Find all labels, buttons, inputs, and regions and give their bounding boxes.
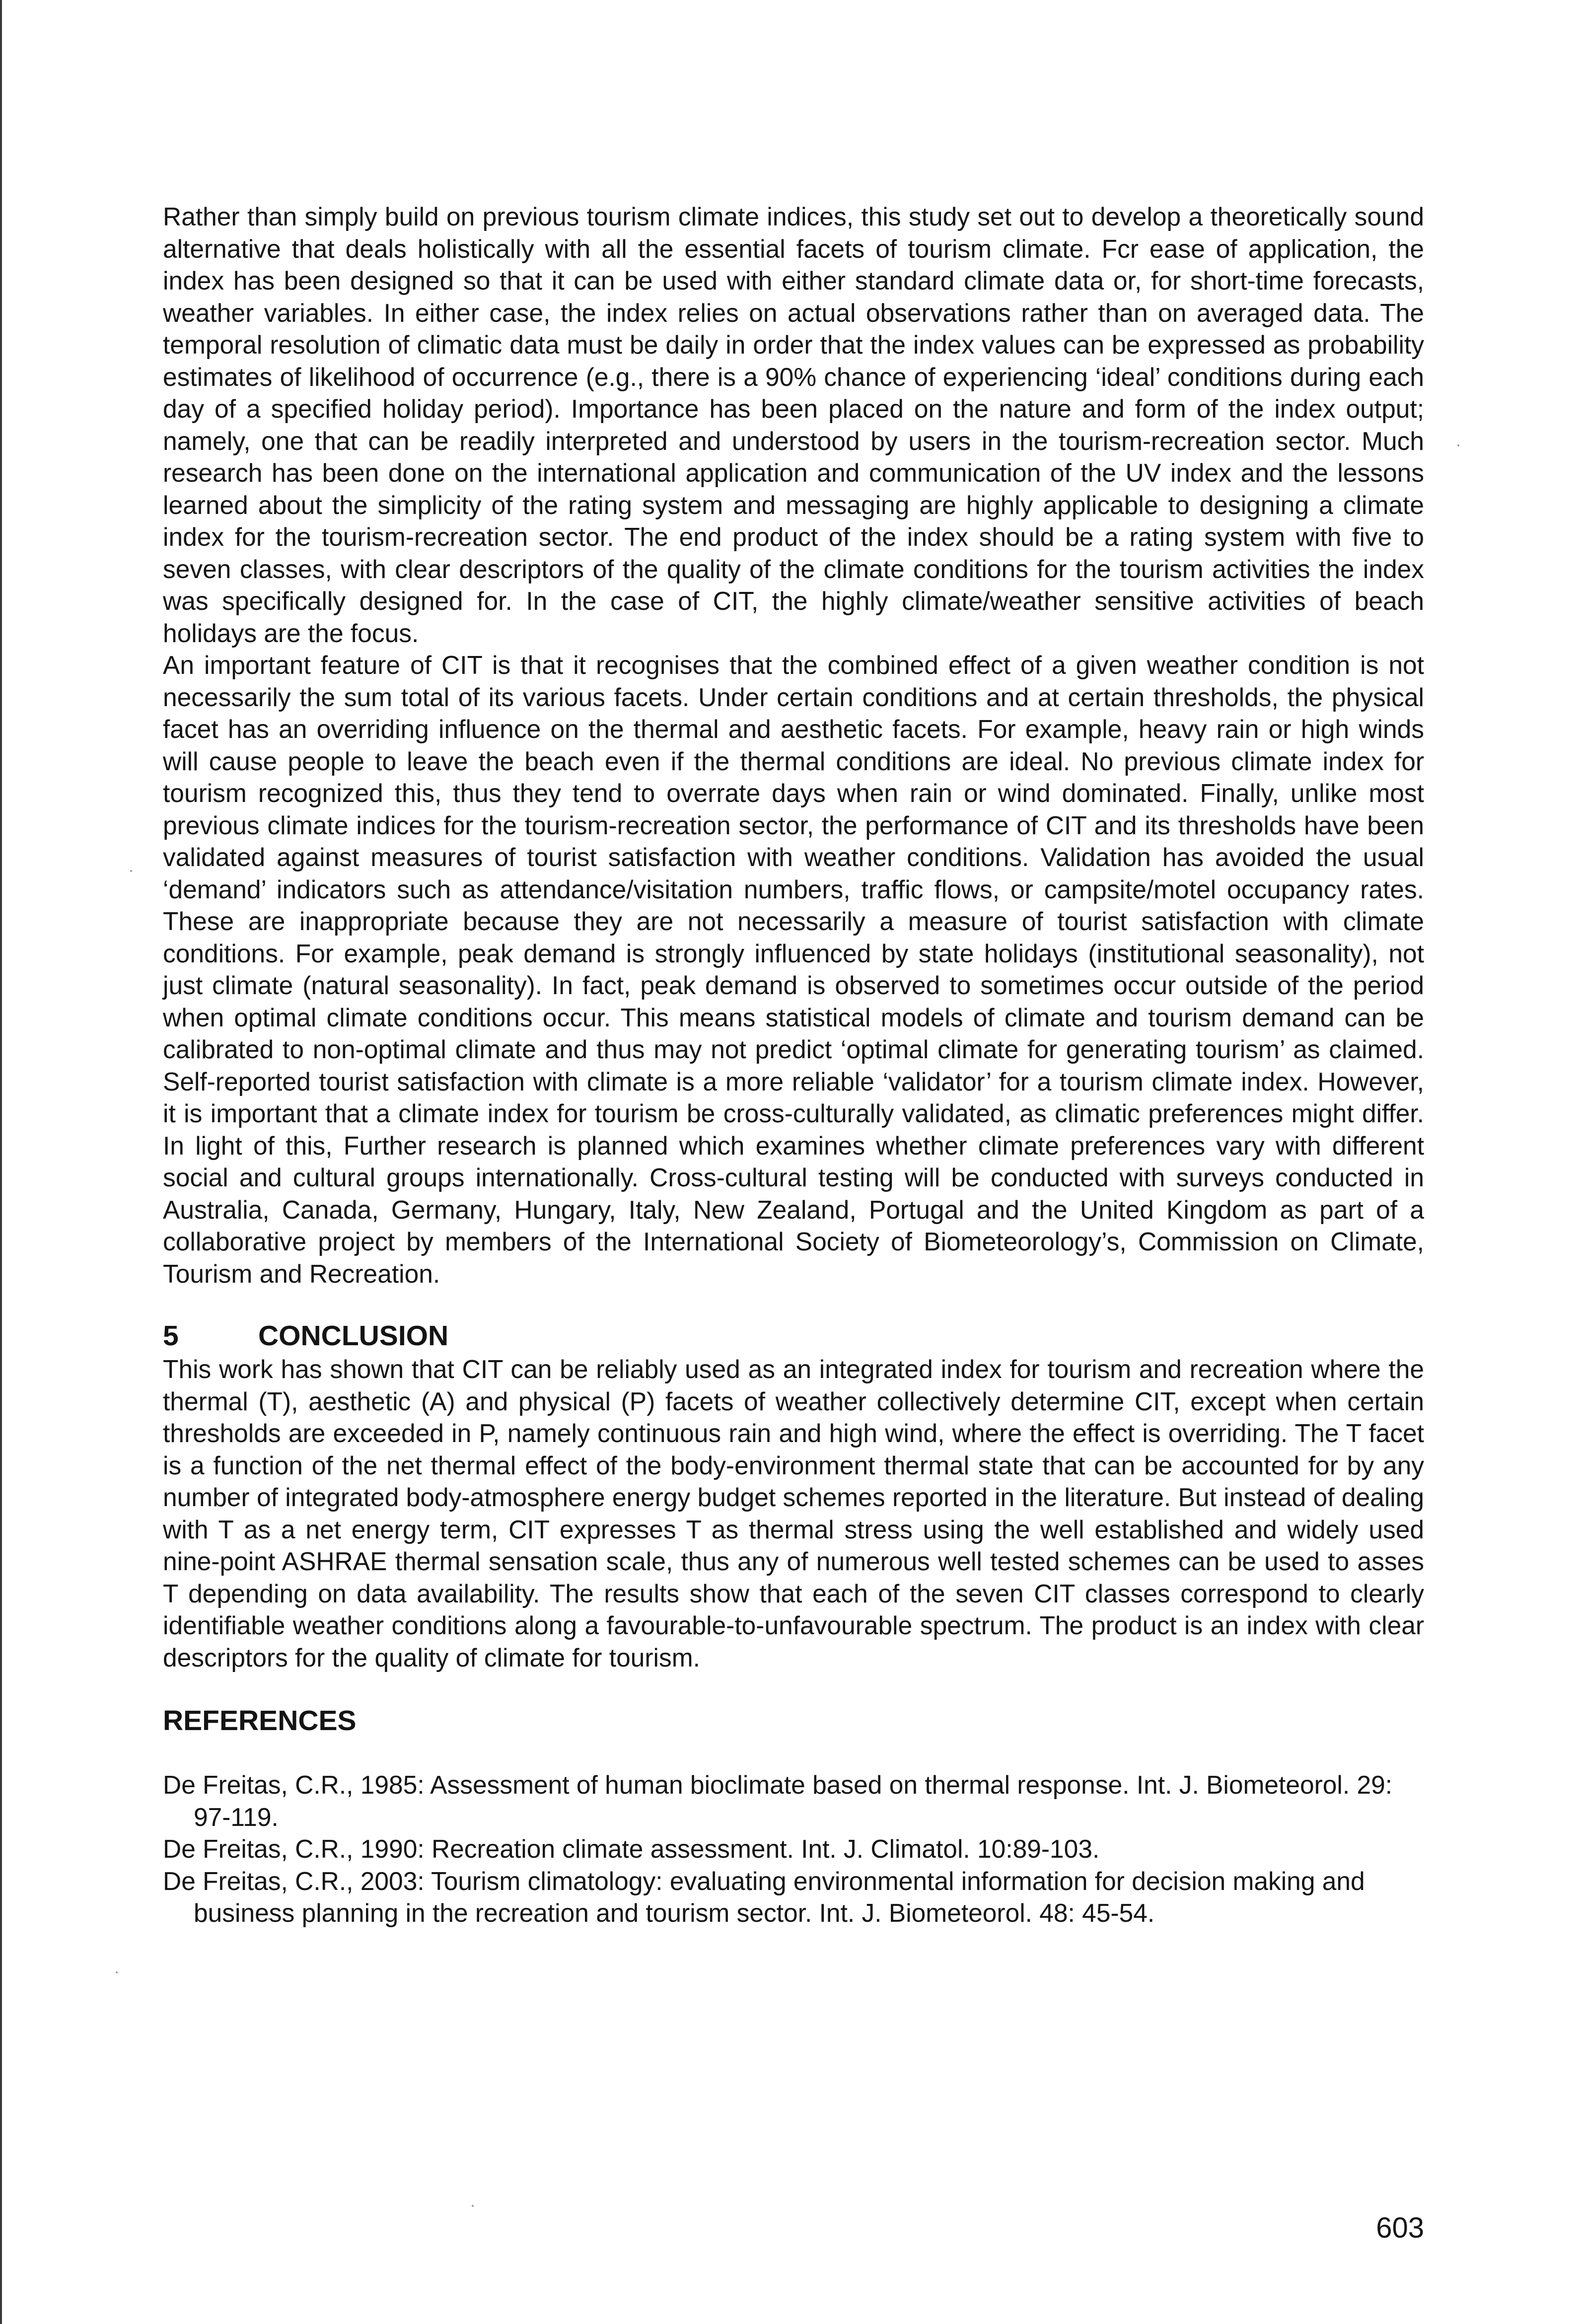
section-number: 5 — [163, 1320, 179, 1352]
reference-item: De Freitas, C.R., 1985: Assessment of human bioclimate based on thermal response. Int. J. Biometeorol. 29: 97-119. — [163, 1770, 1393, 1831]
main-text-column — [163, 201, 1424, 1929]
scan-speck — [116, 1971, 118, 1973]
scan-edge-border — [0, 0, 2, 2324]
page-number: 603 — [1376, 2212, 1424, 2244]
section-title: CONCLUSION — [258, 1320, 449, 1352]
reference-item: De Freitas, C.R., 2003: Tourism climatology: evaluating environmental information for decision making and business planning in the recreation and tourism sector. Int. J. Biometeorol. 48: 45-54. — [163, 1866, 1365, 1927]
reference-item: De Freitas, C.R., 1990: Recreation climate assessment. Int. J. Climatol. 10:89-103. — [163, 1834, 1100, 1863]
reference-list — [163, 1769, 1424, 1929]
scan-speck — [130, 870, 132, 872]
references-heading: REFERENCES — [163, 1705, 357, 1737]
scan-speck — [1457, 444, 1459, 446]
section-heading — [163, 1318, 1424, 1353]
conclusion-paragraph: This work has shown that CIT can be reliably used as an integrated index for tourism and recreation where the thermal (T), aesthetic (A) and physical (P) facets of weather collectively determine CIT, except when certain thresholds are exceeded in P, namely continuous rain and high wind, where the effect is overriding. The T facet is a function of the net thermal effect of the body-environment thermal state that can be accounted for by any number of integrated body-atmosphere energy budget schemes reported in the literature. But instead of dealing with T as a net energy term, CIT expresses T as thermal stress using the well established and widely used nine-point ASHRAE thermal sensation scale, thus any of numerous well tested schemes can be used to asses T depending on data availability. The results show that each of the seven CIT classes correspond to clearly identifiable weather conditions along a favourable-to-unfavourable spectrum. The product is an index with clear descriptors for the quality of climate for tourism. — [163, 1355, 1424, 1672]
body-paragraph-1: Rather than simply build on previous tourism climate indices, this study set out to develop a theoretically sound alternative that deals holistically with all the essential facets of tourism climate. Fcr ease of application, the index has been designed so that it can be used with either standard climate data or, for short-time forecasts, weather variables. In either case, the index relies on actual observations rather than on averaged data. The temporal resolution of climatic data must be daily in order that the index values can be expressed as probability estimates of likelihood of occurrence (e.g., there is a 90% chance of experiencing ‘ideal’ conditions during each day of a specified holiday period). Importance has been placed on the nature and form of the index output; namely, one that can be readily interpreted and understood by users in the tourism-recreation sector. Much research has been done on the international application and communication of the UV index and the lessons learned about the simplicity of the rating system and messaging are highly applicable to designing a climate index for the tourism-recreation sector. The end product of the index should be a rating system with five to seven classes, with clear descriptors of the quality of the climate conditions for the tourism activities the index was specifically designed for. In the case of CIT, the highly climate/weather sensitive activities of beach holidays are the focus. — [163, 202, 1424, 648]
body-paragraph-2: An important feature of CIT is that it recognises that the combined effect of a given weather condition is not necessarily the sum total of its various facets. Under certain conditions and at certain thresholds, the physical facet has an overriding influence on the thermal and aesthetic facets. For example, heavy rain or high winds will cause people to leave the beach even if the thermal conditions are ideal. No previous climate index for tourism recognized this, thus they tend to overrate days when rain or wind dominated. Finally, unlike most previous climate indices for the tourism-recreation sector, the performance of CIT and its thresholds have been validated against measures of tourist satisfaction with weather conditions. Validation has avoided the usual ‘demand’ indicators such as attendance/visitation numbers, traffic flows, or campsite/motel occupancy rates. These are inappropriate because they are not necessarily a measure of tourist satisfaction with climate conditions. For example, peak demand is strongly influenced by state holidays (institutional seasonality), not just climate (natural seasonality). In fact, peak demand is observed to sometimes occur outside of the period when optimal climate conditions occur. This means statistical models of climate and tourism demand can be calibrated to non-optimal climate and thus may not predict ‘optimal climate for generating tourism’ as claimed. Self-reported tourist satisfaction with climate is a more reliable ‘validator’ for a tourism climate index. However, it is important that a climate index for tourism be cross-culturally validated, as climatic preferences might differ. In light of this, Further research is planned which examines whether climate preferences vary with different social and cultural groups internationally. Cross-cultural testing will be conducted with surveys conducted in Australia, Canada, Germany, Hungary, Italy, New Zealand, Portugal and the United Kingdom as part of a collaborative project by members of the International Society of Biometeorology’s, Commission on Climate, Tourism and Recreation. — [163, 651, 1424, 1288]
scan-speck — [472, 2205, 474, 2207]
